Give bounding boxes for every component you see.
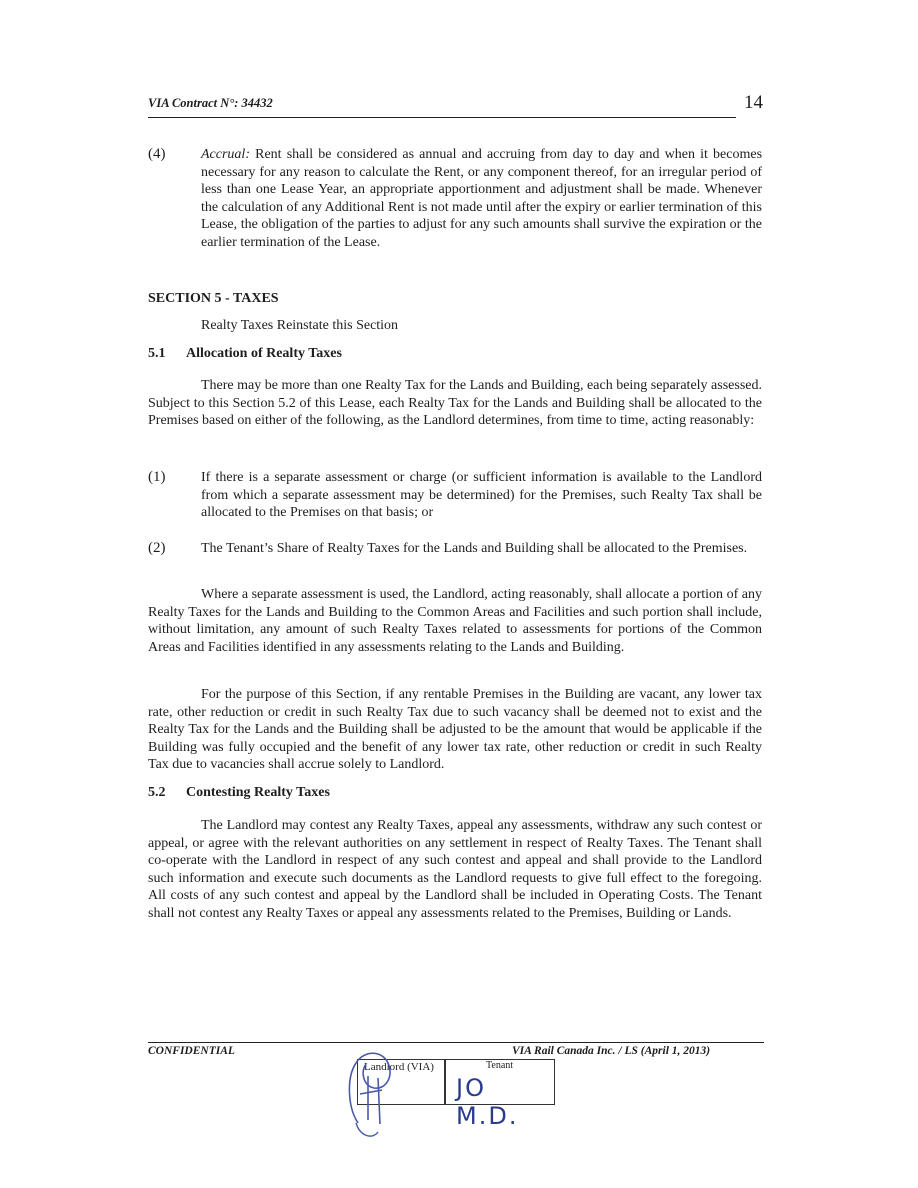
landlord-signature-scrawl — [338, 1028, 418, 1153]
section-5-2-heading — [148, 785, 330, 801]
vacancy-paragraph: For the purpose of this Section, if any rentable Premises in the Building are vacant, any lower tax rate, other reduction or credit in such Realty Tax due to such vacancy shall be deemed not to exist and the Realty Tax for the Lands and the Building shall be adjusted to be the amount that would be applicable if the Building was fully occupied and the benefit of any lower tax rate, other reduction or credit in such Realty Tax due to vacancies shall accrue solely to Landlord. — [148, 687, 762, 773]
section-5-1-item-1 — [148, 469, 762, 522]
tenant-label: Tenant — [486, 1060, 514, 1071]
item-1-number: (1) — [148, 469, 166, 485]
landlord-label: Landlord (VIA) — [364, 1061, 434, 1073]
page-number: 14 — [744, 92, 763, 113]
item-1-text: If there is a separate assessment or charge (or sufficient information is available to the Landlord from which a separate assessment may be determined) for the Premises, such Realty Tax shall be allocated to the Premises on that basis; or — [201, 470, 762, 521]
section-5-1-title: Allocation of Realty Taxes — [186, 346, 342, 361]
accrual-text: Rent shall be considered as annual and accruing from day to day and when it becomes necessary for any reason to calculate the Rent, or any component thereof, for an irregular period of less than one Lease Year, an appropriate apportionment and adjustment shall be made. Whenever the calculation of any Additional Rent is not made until after the expiry or earlier termination of this Lease, the obligation of the parties to adjust for any such amounts shall survive the expiration or the earlier termination of the Lease. — [201, 147, 763, 250]
accrual-clause — [148, 146, 762, 252]
accrual-label: Accrual: — [201, 147, 250, 162]
section-5-1-heading — [148, 346, 342, 362]
section-5-2-title: Contesting Realty Taxes — [186, 785, 330, 800]
header-rule — [148, 117, 736, 118]
tenant-initials: JO M.D. — [456, 1074, 519, 1130]
initials-box-divider — [444, 1060, 446, 1104]
section-5-title: SECTION 5 - TAXES — [148, 291, 279, 306]
section-5-note: Realty Taxes Reinstate this Section — [201, 318, 399, 333]
section-5-1-number: 5.1 — [148, 346, 166, 361]
item-2-text: The Tenant’s Share of Realty Taxes for the Lands and Building shall be allocated to the Premises. — [201, 541, 748, 556]
section-5-2-number: 5.2 — [148, 785, 166, 800]
accrual-number: (4) — [148, 146, 166, 162]
contract-number: VIA Contract N°: 34432 — [148, 96, 273, 110]
item-2-number: (2) — [148, 540, 166, 556]
separate-assessment-paragraph: Where a separate assessment is used, the Landlord, acting reasonably, shall allocate a portion of any Realty Taxes for the Lands and Building to the Common Areas and Facilities and such portion shall include, without limitation, any amount of such Realty Taxes related to assessments for portions of the Common Areas and Facilities identified in any assessments relating to the Lands and Building. — [148, 587, 762, 655]
footer-rule — [148, 1042, 764, 1043]
confidential-label: CONFIDENTIAL — [148, 1045, 235, 1057]
section-5-1-intro: There may be more than one Realty Tax for the Lands and Building, each being separately assessed. Subject to this Section 5.2 of this Lease, each Realty Tax for the Lands and Building shall be allocated to the Premises based on either of the following, as the Landlord determines, from time to time, acting reasonably: — [148, 378, 762, 429]
document-reference: VIA Rail Canada Inc. / LS (April 1, 2013) — [512, 1045, 711, 1057]
section-5-1-item-2 — [148, 540, 762, 558]
contesting-paragraph: The Landlord may contest any Realty Taxes, appeal any assessments, withdraw any such contest or appeal, or agree with the relevant authorities on any settlement in respect of Realty Taxes. The Tenant shall co-operate with the Landlord in respect of any such contest and appeal and shall provide to the Landlord such information and execute such documents as the Landlord requests to give full effect to the foregoing. All costs of any such contest and appeal by the Landlord shall be included in Operating Costs. The Tenant shall not contest any Realty Taxes or appeal any assessments related to the Premises, Building or Lands. — [148, 818, 762, 921]
